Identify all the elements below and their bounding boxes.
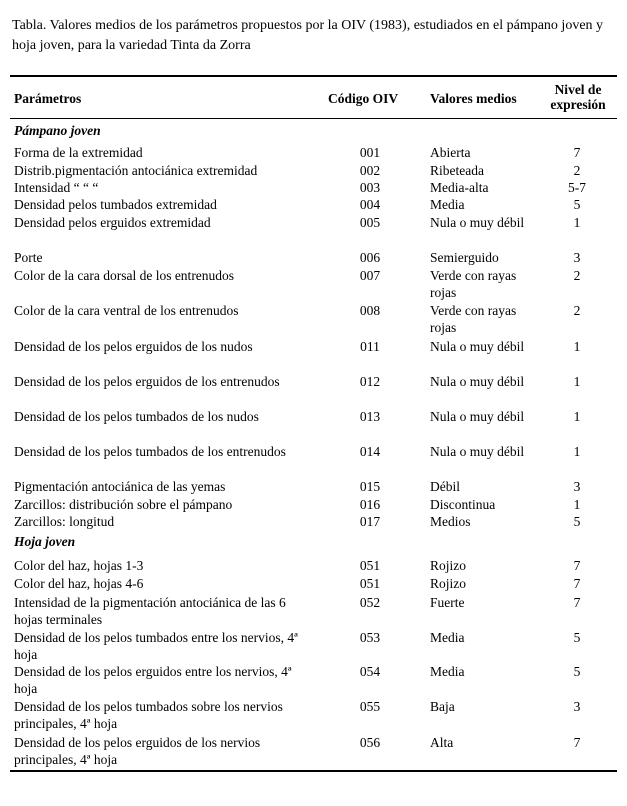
- code-cell: 051: [359, 576, 381, 591]
- value-cell: Media: [430, 630, 465, 645]
- level-cell: 7: [573, 595, 581, 610]
- parameter-cell: Densidad de los pelos erguidos de los nudos: [14, 339, 253, 354]
- level-cell: 2: [573, 303, 581, 318]
- parameter-cell: Densidad de los pelos tumbados sobre los nervios principales, 4ª hoja: [14, 699, 283, 731]
- header-codigo-oiv: Código OIV: [328, 91, 399, 106]
- value-cell: Discontinua: [430, 497, 496, 512]
- code-cell: 055: [359, 699, 381, 714]
- parameter-cell: Porte: [14, 250, 43, 265]
- value-cell: Fuerte: [430, 595, 465, 610]
- header-nivel-line1: Nivel de: [554, 82, 602, 97]
- level-cell: 5: [573, 664, 581, 679]
- parameter-cell: Zarcillos: distribución sobre el pámpano: [14, 497, 233, 512]
- parameter-cell: Zarcillos: longitud: [14, 514, 115, 529]
- code-cell: 013: [359, 409, 381, 424]
- header-nivel-line2: expresión: [550, 97, 606, 112]
- level-cell: 2: [573, 163, 581, 178]
- value-cell: Alta: [430, 735, 454, 750]
- value-cell: Nula o muy débil: [430, 444, 525, 459]
- code-cell: 001: [359, 145, 381, 160]
- parameter-cell: Densidad pelos erguidos extremidad: [14, 215, 211, 230]
- parameter-cell: Intensidad “ “ “: [14, 180, 99, 195]
- header-parametros: Parámetros: [14, 91, 82, 106]
- value-cell: Nula o muy débil: [430, 215, 525, 230]
- value-cell: Nula o muy débil: [430, 339, 525, 354]
- level-cell: 1: [573, 497, 581, 512]
- level-cell: 5-7: [568, 180, 586, 195]
- value-cell: Verde con rayas rojas: [430, 268, 517, 300]
- value-cell: Medios: [430, 514, 471, 529]
- code-cell: 016: [359, 497, 381, 512]
- table-top-rule: [10, 75, 617, 77]
- parameter-cell: Color del haz, hojas 1-3: [14, 558, 144, 573]
- level-cell: 2: [573, 268, 581, 283]
- parameter-cell: Densidad pelos tumbados extremidad: [14, 197, 217, 212]
- value-cell: Media: [430, 197, 465, 212]
- level-cell: 3: [573, 250, 581, 265]
- value-cell: Media: [430, 664, 465, 679]
- value-cell: Semierguido: [430, 250, 499, 265]
- parameter-cell: Densidad de los pelos tumbados de los entrenudos: [14, 444, 286, 459]
- level-cell: 5: [573, 630, 581, 645]
- value-cell: Verde con rayas rojas: [430, 303, 517, 335]
- level-cell: 5: [573, 514, 581, 529]
- code-cell: 008: [359, 303, 381, 318]
- value-cell: Ribeteada: [430, 163, 484, 178]
- parameter-cell: Densidad de los pelos erguidos de los nervios principales, 4ª hoja: [14, 735, 261, 767]
- parameter-cell: Color del haz, hojas 4-6: [14, 576, 144, 591]
- level-cell: 1: [573, 374, 581, 389]
- table-caption: Tabla. Valores medios de los parámetros propuestos por la OIV (1983), estudiados en el pámpano joven y hoja joven, para la variedad Tinta da Zorra: [12, 18, 604, 53]
- level-cell: 7: [573, 145, 581, 160]
- parameter-cell: Distrib.pigmentación antociánica extremidad: [14, 163, 258, 178]
- parameter-cell: Color de la cara dorsal de los entrenudos: [14, 268, 235, 283]
- parameter-cell: Pigmentación antociánica de las yemas: [14, 479, 226, 494]
- parameter-cell: Densidad de los pelos erguidos de los entrenudos: [14, 374, 280, 389]
- value-cell: Nula o muy débil: [430, 409, 525, 424]
- parameter-cell: Forma de la extremidad: [14, 145, 143, 160]
- level-cell: 1: [573, 444, 581, 459]
- code-cell: 007: [359, 268, 381, 283]
- value-cell: Nula o muy débil: [430, 374, 525, 389]
- value-cell: Rojizo: [430, 558, 466, 573]
- code-cell: 052: [359, 595, 381, 610]
- level-cell: 3: [573, 479, 581, 494]
- level-cell: 7: [573, 735, 581, 750]
- level-cell: 5: [573, 197, 581, 212]
- code-cell: 053: [359, 630, 381, 645]
- code-cell: 017: [359, 514, 381, 529]
- level-cell: 3: [573, 699, 581, 714]
- code-cell: 011: [360, 339, 380, 354]
- value-cell: Débil: [430, 479, 460, 494]
- table-header-rule: [10, 118, 617, 119]
- code-cell: 015: [359, 479, 381, 494]
- header-nivel-expresion: [540, 82, 616, 112]
- parameter-cell: Densidad de los pelos erguidos entre los nervios, 4ª hoja: [14, 664, 292, 696]
- code-cell: 054: [359, 664, 381, 679]
- parameter-cell: Intensidad de la pigmentación antociánica de las 6 hojas terminales: [14, 595, 286, 627]
- code-cell: 005: [359, 215, 381, 230]
- code-cell: 051: [359, 558, 381, 573]
- code-cell: 006: [359, 250, 381, 265]
- level-cell: 1: [573, 339, 581, 354]
- section-title: Hoja joven: [14, 534, 76, 549]
- level-cell: 1: [573, 215, 581, 230]
- value-cell: Rojizo: [430, 576, 466, 591]
- table-bottom-rule: [10, 770, 617, 772]
- value-cell: Abierta: [430, 145, 471, 160]
- level-cell: 1: [573, 409, 581, 424]
- code-cell: 014: [359, 444, 381, 459]
- parameter-cell: Densidad de los pelos tumbados entre los nervios, 4ª hoja: [14, 630, 298, 662]
- code-cell: 003: [359, 180, 381, 195]
- header-valores-medios: Valores medios: [430, 91, 517, 106]
- code-cell: 012: [359, 374, 381, 389]
- code-cell: 002: [359, 163, 381, 178]
- code-cell: 004: [359, 197, 381, 212]
- code-cell: 056: [359, 735, 381, 750]
- parameter-cell: Densidad de los pelos tumbados de los nudos: [14, 409, 259, 424]
- level-cell: 7: [573, 558, 581, 573]
- parameter-cell: Color de la cara ventral de los entrenudos: [14, 303, 239, 318]
- value-cell: Baja: [430, 699, 455, 714]
- section-title: Pámpano joven: [14, 123, 101, 138]
- value-cell: Media-alta: [430, 180, 489, 195]
- level-cell: 7: [573, 576, 581, 591]
